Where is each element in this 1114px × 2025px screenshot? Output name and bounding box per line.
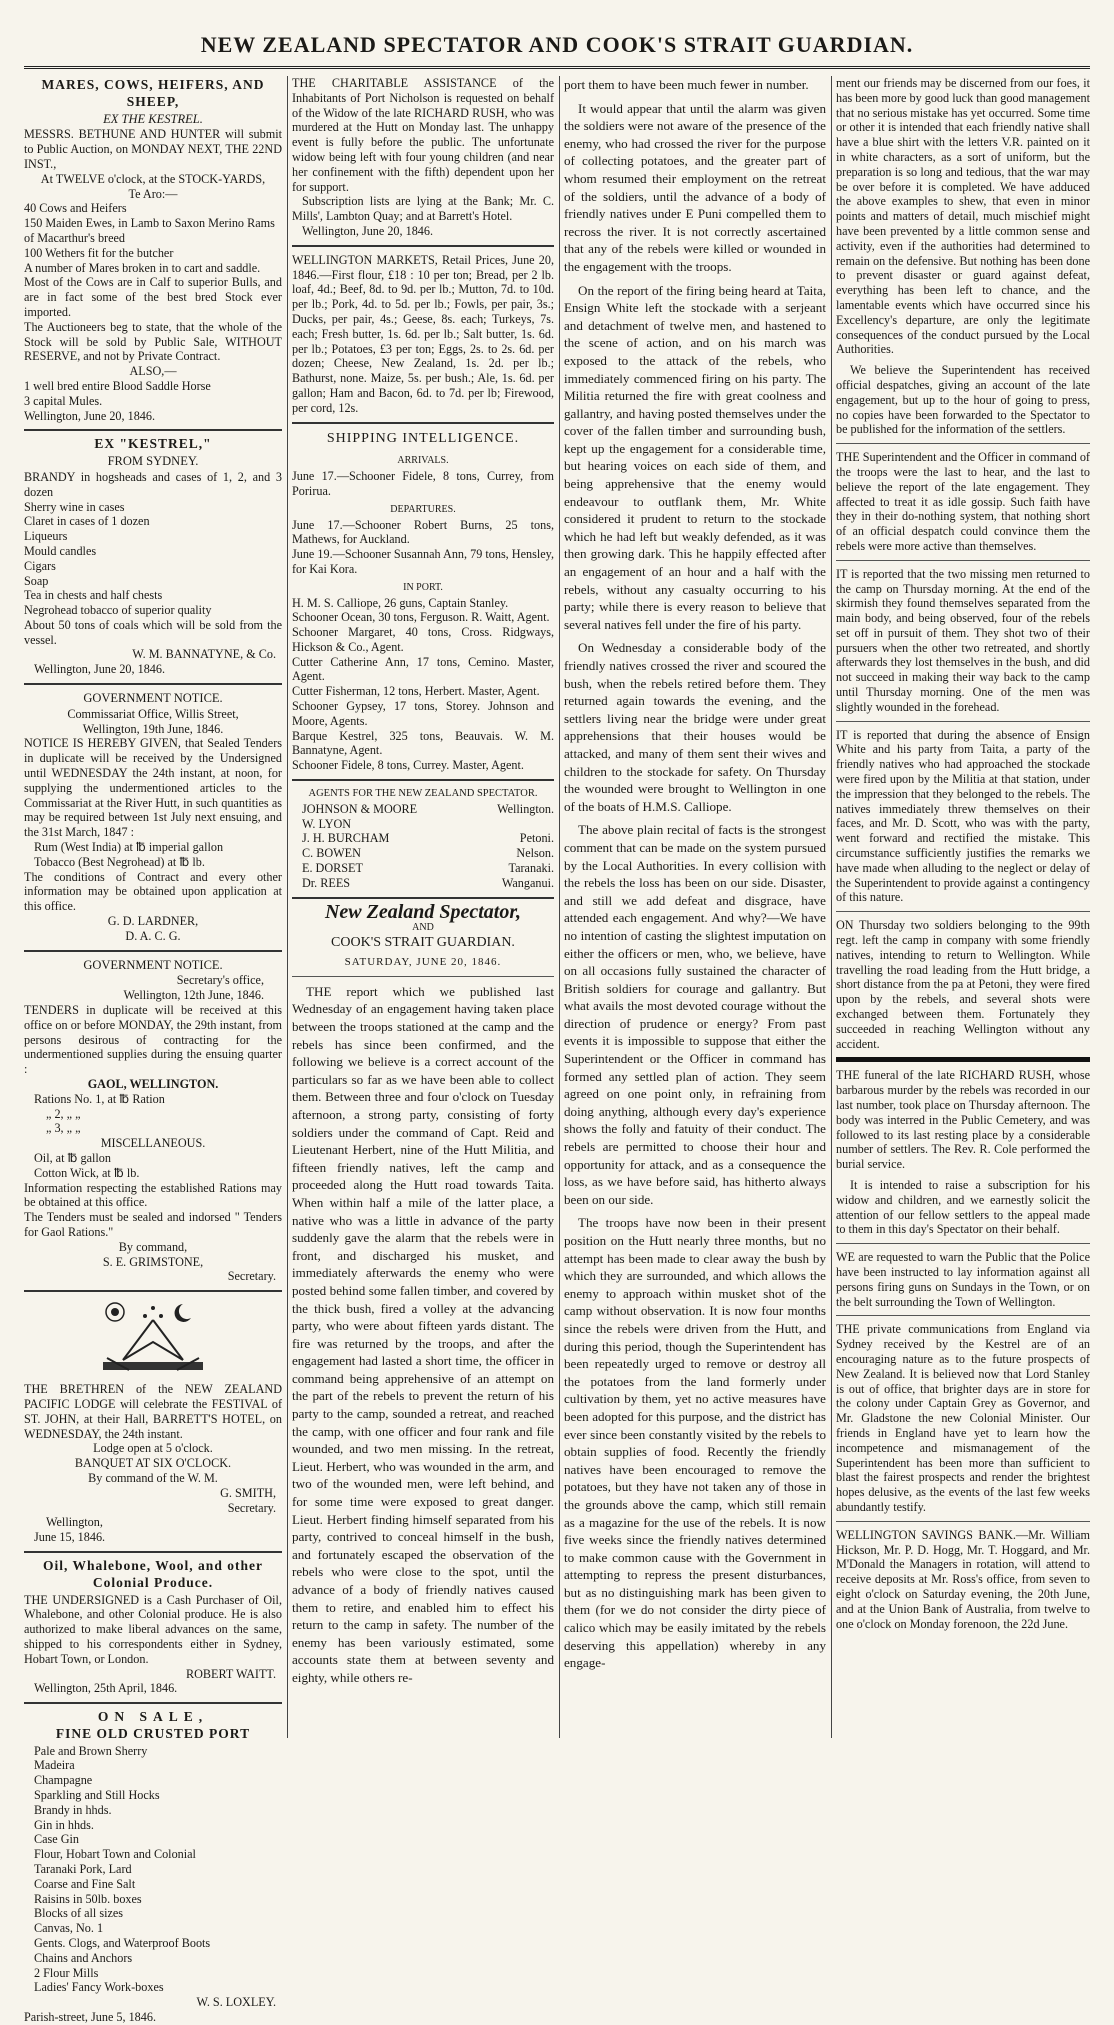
- ad-text: Lodge open at 5 o'clock.: [93, 1441, 213, 1456]
- ad-item: Rum (West India) at ℔ imperial gallon: [34, 840, 224, 855]
- news-item: THE private communications from England via Sydney received by the Kestrel are of an encouraging nature as to the future prospects of New Zealand. It is believed now that Lord Stanley is out of office, that brighter days are in store for the colony under Captain Grey as Governor, and Mr. Gladstone the new Colonial Minister. Our friends in England have yet to learn how the incompetence and mismanagement of the Superintendent has been more than sufficient to blast the fairest prospects and render the brightest hopes delusive, as the events of the last few weeks abundantly testify.: [836, 1322, 1090, 1514]
- ad-item: Claret in cases of 1 dozen: [24, 514, 150, 529]
- divider: [24, 1702, 282, 1704]
- agent-place: Taranaki.: [508, 861, 554, 876]
- ad-text: Wellington, 19th June, 1846.: [82, 721, 224, 736]
- ad-text: At TWELVE o'clock, at the STOCK-YARDS,: [40, 171, 266, 186]
- ad-date: June 15, 1846.: [34, 1530, 106, 1545]
- divider: [292, 779, 554, 781]
- shipping-entry: Cutter Catherine Ann, 17 tons, Cemino. Master, Agent.: [292, 654, 554, 684]
- divider: [292, 976, 554, 977]
- paper-nameplate: New Zealand Spectator,: [324, 900, 522, 923]
- charity-subscription: Subscription lists are lying at the Bank; Mr. C. Mills', Lambton Quay; and at Barrett's Hotel.: [292, 194, 554, 224]
- ad-title: Colonial Produce.: [92, 1574, 214, 1590]
- ad-subtitle: FROM SYDNEY.: [107, 454, 199, 469]
- ad-text: Secretary's office,: [176, 973, 264, 988]
- agent-place: Nelson.: [516, 846, 554, 861]
- paper-and: AND: [412, 922, 434, 934]
- column-3: [564, 76, 826, 1738]
- divider: [836, 721, 1090, 722]
- ad-text: BRANDY in hogsheads and cases of 1, 2, and 3 dozen: [24, 469, 282, 499]
- ad-item: Sherry wine in cases: [24, 499, 125, 514]
- ad-text: Wellington, 12th June, 1846.: [123, 988, 264, 1003]
- ad-item: Case Gin: [34, 1832, 80, 1847]
- ad-item: Gin in hhds.: [34, 1817, 94, 1832]
- agent-name: E. DORSET: [302, 861, 363, 876]
- article-paragraph: On Wednesday a considerable body of the friendly natives crossed the river and scoured the bush, when the rebels retired before them. They returned again towards the evening, and the settlers living near the bridge were under great apprehensions that their houses would be attacked, and many of them sent their wives and children to the stockade for safety. On Thursday the wounded were brought to Wellington in one of the boats of H.M.S. Calliope.: [564, 640, 826, 814]
- ad-signature: Secretary.: [227, 1269, 276, 1284]
- ad-item: Pale and Brown Sherry: [34, 1743, 148, 1758]
- news-item: THE Superintendent and the Officer in command of the troops were the last to hear, and the last to believe the report of the late engagement. They affected to treat it as idle gossip. Such faith have they in their do-nothing system, that nothing short of an official despatch could convince them the rebels were more active than themselves.: [836, 450, 1090, 553]
- divider: [836, 911, 1090, 912]
- news-item: ON Thursday two soldiers belonging to the 99th regt. left the camp in company with some friendly natives, intending to return to Wellington. While travelling the road leading from the Hutt bridge, a short distance from the pa at Petoni, they were fired upon by the rebels, and several shots were exchanged between them. Fortunately they succeeded in reaching Wellington without any accident.: [836, 918, 1090, 1051]
- article-paragraph: port them to have been much fewer in number.: [564, 77, 809, 92]
- ad-government-notice-gaol: [24, 958, 282, 1285]
- shipping-entry: June 17.—Schooner Fidele, 8 tons, Currey, from Porirua.: [292, 469, 554, 498]
- divider: [836, 1315, 1090, 1316]
- ad-item: „ 2, „ „: [46, 1106, 81, 1121]
- ad-text: BANQUET AT SIX O'CLOCK.: [74, 1456, 232, 1471]
- shipping-entry: H. M. S. Calliope, 26 guns, Captain Stanley.: [292, 595, 509, 610]
- ad-title: Oil, Whalebone, Wool, and other: [43, 1557, 263, 1573]
- market-prices: WELLINGTON MARKETS, Retail Prices, June 20, 1846.—First flour, £18 : 10 per ton; Bread, per 2 lb. loaf, 4d.; Beef, 8d. to 9d. per lb.; Mutton, 7d. to 10d. per lb.; Pork, 4d. to 5d. per lb.; Fowls, per pair, 3s.; Ducks, per pair, 4s.; Geese, 8s. each; Turkeys, 7s. each; Fresh butter, 1s. 6d. per lb.; Salt butter, 1s. 6d. per lb.; Potatoes, £3 per ton; Eggs, 2s. to 2s. 6d. per dozen; Cheese, New Zealand, 1s. 2d. per lb.; Bathurst, none. Maize, 5s. per bush.; Ale, 1s. 6d. per gallon; Ham and Bacon, 6d. to 7d. per lb; Firewood, per cord, 12s.: [292, 252, 554, 415]
- ad-item: A number of Mares broken in to cart and saddle.: [24, 260, 261, 275]
- divider: [24, 1551, 282, 1553]
- ad-text: MESSRS. BETHUNE AND HUNTER will submit to Public Auction, on MONDAY NEXT, THE 22ND INST.,: [24, 127, 282, 171]
- divider: [24, 950, 282, 952]
- charity-date: Wellington, June 20, 1846.: [302, 223, 434, 238]
- ad-text: THE BRETHREN of the NEW ZEALAND PACIFIC LODGE will celebrate the FESTIVAL of ST. JOHN, at their Hall, BARRETT'S HOTEL, on WEDNESDAY, the 24th instant.: [24, 1382, 282, 1441]
- ad-title: ON SALE,: [97, 1709, 209, 1725]
- ad-item: Ladies' Fancy Work-boxes: [34, 1980, 164, 1995]
- ad-pacific-lodge: [24, 1298, 282, 1545]
- ad-signature: W. S. LOXLEY.: [196, 1995, 276, 2010]
- ad-oil-whalebone: [24, 1559, 282, 1696]
- ad-date: Wellington,: [46, 1515, 103, 1530]
- ad-item: 1 well bred entire Blood Saddle Horse: [24, 378, 211, 393]
- agent-place: Petoni.: [519, 831, 554, 846]
- ad-item: Chains and Anchors: [34, 1950, 133, 1965]
- ad-on-sale: [24, 1710, 282, 2025]
- divider: [24, 1290, 282, 1292]
- ad-title: SHEEP,: [126, 93, 180, 109]
- ad-title: GOVERNMENT NOTICE.: [83, 691, 223, 706]
- ad-item: Tea in chests and half chests: [24, 588, 163, 603]
- ad-signature: ROBERT WAITT.: [186, 1666, 276, 1681]
- ad-item: Tobacco (Best Negrohead) at ℔ lb.: [34, 854, 205, 869]
- agent-row: [292, 817, 554, 832]
- ad-item: Flour, Hobart Town and Colonial: [34, 1847, 196, 1862]
- ad-subtitle: EX THE KESTREL.: [103, 111, 203, 126]
- news-item: IT is reported that the two missing men returned to the camp on Thursday morning. At the end of the skirmish they found themselves separated from the main body, and being observed, four of the rebels set off in pursuit of them. They shot two of their pursuers when the other two retreated, and shortly afterwards they lost themselves in the bush, and did not succeed in making their way back to the camp until Thursday morning. One of the men was slightly wounded in the forehead.: [836, 566, 1090, 714]
- ad-subhead: GAOL, WELLINGTON.: [87, 1077, 219, 1091]
- ad-item: Canvas, No. 1: [34, 1921, 104, 1936]
- article-paragraph: We believe the Superintendent has received official despatches, giving an account of the late engagement, but up to the hour of going to press, no copies have been forwarded to the Spectator to be published for the information of the settlers.: [836, 363, 1090, 437]
- ad-text: By command of the W. M.: [88, 1470, 218, 1485]
- agent-row: [292, 802, 554, 817]
- ad-item: Coarse and Fine Salt: [34, 1876, 136, 1891]
- charity-notice: THE CHARITABLE ASSISTANCE of the Inhabitants of Port Nicholson is requested on behalf of the Widow of the late RICHARD RUSH, who was murdered at the Hutt on Monday last. The unhappy event is fully before the public. The unfortunate widow being left with four young children (and near her confinement with the fifth) dependent upon her for support.: [292, 76, 554, 194]
- column-1: [24, 76, 282, 2025]
- masthead-rule: [24, 66, 1090, 69]
- ad-item: Cigars: [24, 558, 56, 573]
- news-item: WE are requested to warn the Public that the Police have been instructed to lay information against all persons firing guns on Sundays in the Town, or on the belt surrounding the Town of Wellington.: [836, 1250, 1090, 1309]
- ad-item: Negrohead tobacco of superior quality: [24, 603, 212, 618]
- ad-title: MARES, COWS, HEIFERS, AND: [41, 77, 265, 92]
- column-divider: [287, 76, 288, 1738]
- shipping-entry: Schooner Fidele, 8 tons, Currey. Master, Agent.: [292, 758, 524, 773]
- ad-item: Oil, at ℔ gallon: [34, 1150, 111, 1165]
- ad-text: ALSO,—: [129, 364, 177, 379]
- news-item: IT is reported that during the absence of Ensign White and his party from Taita, a party of the friendly natives who had approached the stockade were fired upon by the Militia at that station, under the impression that they belonged to the rebels. The natives immediately threw themselves on their faces, and Mr. D. Scott, who was with the party, went forward and rectified the mistake. This circumstance sufficiently justifies the remarks we have made when alluding to the neglect or delay of the Superintendent to provide against a contingency of this nature.: [836, 727, 1090, 905]
- article-paragraph: The above plain recital of facts is the strongest comment that can be made on the system pursued by the Local Authorities. In every collision with the rebels the loss has been on our side. Disaster, and still we add defeat and disgrace, have attended each engagement. And why?—We have no intention of casting the slightest imputation on either the officers or men, who, we believe, have on all occasions fully sustained the character of British soldiers for courage and gallantry. But what avails the most devoted courage without the direction of prudence or energy? From past events it is impossible to suppose that either the Superintendent or the Officer in command has formed any settled plan of action. They seem agreed on one point only, in refraining from doing anything, although every day's experience shows the folly and fatuity of their conduct. The rebels are permitted to choose their hour and opportunity for attack, and as a consequence the loss, as we have before said, has hitherto always been on our side.: [564, 822, 826, 1207]
- agent-place: Wellington.: [497, 801, 554, 816]
- ad-text: TENDERS in duplicate will be received at this office on or before MONDAY, the 29th instant, from persons desirous of contracting for the undermentioned supplies during the ensuing quarter :: [24, 1003, 282, 1077]
- ad-item: Mould candles: [24, 543, 97, 558]
- ad-text: Most of the Cows are in Calf to superior Bulls, and are in fact some of the best bred Stock ever imported.: [24, 275, 282, 319]
- divider: [836, 443, 1090, 444]
- agent-name: W. LYON: [302, 816, 352, 831]
- ad-mares-cows: [24, 78, 282, 423]
- article-body: THE report which we published last Wednesday of an engagement having taken place between the troops stationed at the camp and the rebels has since been confirmed, and the following we believe is a correct account of the particulars so far as we have been able to collect them. Between three and four o'clock on Tuesday afternoon, a strong party, consisting of forty soldiers under the command of Capt. Reid and Lieutenant Herbert, nine of the Hutt Militia, and fifteen friendly natives, left the camp and proceeded along the Hutt road towards Taita. When within half a mile of the latter place, a native who was a little in advance of the party suddenly gave the alarm that the rebels were in front, and discharged his musket, and immediately afterwards the enemy who were posted behind some fallen timber, and covered by the thick bush, fired a volley at the advancing party, who were about fifteen yards distant. The fire was returned by the troops, and after the engagement had lasted a short time, the officer in command being apprehensive of an attempt on the part of the rebels to prevent the return of his party to the camp, sounded a retreat, and reached the camp, with one officer and four rank and file wounded, and two men missing. In the retreat, Lieut. Herbert, who was wounded in the arm, and two of the wounded men, were left behind, and for some time were exposed to great danger. Lieut. Herbert finding himself separated from his party, contrived to conceal himself in the bush, and fortunately escaped the observation of the rebels who were close to the spot, until the advance of a body of friendly natives caused them to retire, and enabled him to effect his return to the camp in safety. The number of the enemy has been variously estimated, some accounts state them at between seventy and eighty, while others re-: [292, 983, 554, 1685]
- ad-item: „ 3, „ „: [46, 1121, 81, 1136]
- ad-government-notice-commissariat: [24, 691, 282, 944]
- news-item: WELLINGTON SAVINGS BANK.—Mr. William Hickson, Mr. P. D. Hogg, Mr. T. Hoggard, and Mr. M'Donald the Managers in rotation, will attend to receive deposits at Mr. Ross's office, from seven to eight o'clock on Saturday evening, the 20th June, and at the Union Bank of Australia, from twelve to one o'clock on Monday forenoon, the 22d June.: [836, 1527, 1090, 1631]
- ad-text: THE UNDERSIGNED is a Cash Purchaser of Oil, Whalebone, and other Colonial produce. He is also authorized to make liberal advances on the same, shipped to his correspondents either in Sydney, Hobart Town, or London.: [24, 1592, 282, 1666]
- ad-item: Raisins in 50lb. boxes: [34, 1891, 142, 1906]
- ad-item: Soap: [24, 573, 49, 588]
- shipping-section: ARRIVALS.: [397, 455, 449, 467]
- agents-title: AGENTS FOR THE NEW ZEALAND SPECTATOR.: [308, 788, 538, 800]
- masthead: NEW ZEALAND SPECTATOR AND COOK'S STRAIT GUARDIAN.: [200, 32, 914, 57]
- paper-subtitle: COOK'S STRAIT GUARDIAN.: [331, 935, 515, 951]
- divider: [292, 245, 554, 247]
- ad-item: Sparkling and Still Hocks: [34, 1788, 160, 1803]
- ad-text: The Auctioneers beg to state, that the whole of the Stock will be sold by Public Sale, WITHOUT RESERVE, and not by Private Contract.: [24, 319, 282, 364]
- column-4: [836, 76, 1090, 1738]
- ad-text: Commissariat Office, Willis Street,: [67, 706, 239, 721]
- ad-item: Cotton Wick, at ℔ lb.: [34, 1165, 140, 1180]
- ad-item: Blocks of all sizes: [34, 1906, 124, 1921]
- article-paragraph: It would appear that until the alarm was given the soldiers were not aware of the presence of the enemy, who had crossed the river for the purpose of collecting potatoes, and the greater part of whom resumed their employment on the retreat of the soldiers, until the advance of a body of friendly natives under E Puni compelled them to recross the river. It is not correctly ascertained that any of the rebels were killed or wounded in the engagement with the troops.: [564, 100, 826, 274]
- ad-item: 2 Flour Mills: [34, 1965, 99, 1980]
- divider: [292, 422, 554, 424]
- shipping-entry: June 17.—Schooner Robert Burns, 25 tons, Mathews, for Auckland.: [292, 517, 554, 547]
- ad-date: Wellington, June 20, 1846.: [34, 662, 166, 677]
- shipping-entry: Schooner Gypsey, 17 tons, Storey. Johnson and Moore, Agents.: [292, 699, 554, 728]
- agent-row: [292, 846, 554, 861]
- ad-item: 40 Cows and Heifers: [24, 201, 127, 216]
- ad-signature: S. E. GRIMSTONE,: [102, 1254, 204, 1269]
- ad-text: NOTICE IS HEREBY GIVEN, that Sealed Tenders in duplicate will be received by the Undersigned until WEDNESDAY the 24th instant, at noon, for supplying the undermentioned articles to the Commissariat at the River Hutt, in such quantities as may be required between 1st July next ensuing, and the 31st March, 1847 :: [24, 736, 282, 840]
- masonic-emblem-icon: [93, 1298, 213, 1376]
- ad-item: 150 Maiden Ewes, in Lamb to Saxon Merino Rams of Macarthur's breed: [24, 216, 275, 245]
- agent-place: Wanganui.: [501, 875, 554, 890]
- divider: [836, 560, 1090, 561]
- ad-item: 3 capital Mules.: [24, 393, 103, 408]
- divider: [24, 683, 282, 685]
- ad-text: Te Aro:—: [128, 186, 178, 201]
- agent-name: J. H. BURCHAM: [302, 831, 390, 846]
- ad-item: Champagne: [34, 1773, 93, 1788]
- ad-item: Liqueurs: [24, 529, 68, 544]
- article-paragraph: On the report of the firing being heard at Taita, Ensign White left the stockade with a serjeant and detachment of twelve men, and hastened to the scene of action, and on his march was exposed to the attack of the rebels, who immediately commenced firing on his party. The Militia returned the fire with great coolness and gallantry, and having posted themselves under the cover of the fallen timber and surrounding bush, kept up the engagement for a considerable time, but hearing voices on each side of them, and being apprehensive that the enemy would endeavour to outflank them, Mr. White considered it prudent to return to the stockade which he had left but weakly defended, as it was then growing dark. This he happily effected after an engagement of an hour and a half with the rebels, without any casualty occurring to his party; while there is every reason to believe that several natives fell under the fire of his party.: [564, 282, 826, 632]
- ad-kestrel: [24, 437, 282, 677]
- agent-row: [292, 861, 554, 876]
- ad-item: Madeira: [34, 1758, 75, 1773]
- shipping-entry: Schooner Margaret, 40 tons, Cross. Ridgways, Hickson & Co., Agent.: [292, 625, 554, 654]
- ad-signature: G. D. LARDNER,: [107, 914, 199, 929]
- news-item: THE funeral of the late RICHARD RUSH, whose barbarous murder by the rebels was recorded in our last number, took place on Thursday afternoon. The body was interred in the Public Cemetery, and was followed to its last resting place by a considerable number of settlers. The Rev. R. Cole performed the burial service.: [836, 1068, 1090, 1172]
- ad-item: Brandy in hhds.: [34, 1802, 112, 1817]
- ad-date: Parish-street, June 5, 1846.: [24, 2010, 157, 2025]
- mourning-rule: [836, 1057, 1090, 1062]
- ad-signature: D. A. C. G.: [125, 928, 181, 943]
- article-paragraph: ment our friends may be discerned from our foes, it has been more by good luck than good management that no serious mistake has yet occurred. Some time or other it is intended that each friendly native shall have a blue shirt with the letters V.R. painted on it in white characters, as a sort of uniform, but the preparation is so long and tedious, that the war may be over before it is completed. We have adduced the above examples to shew, that even in minor points and matters of detail, much mischief might have been prevented by a little common sense and activity, even if the authorities had determined to remain on the defensive. But nothing has been done to prevent disaster or guard against defeat, everything has been left to chance, and the lamentable events which have occurred since his Excellency's departure, are only the legitimate consequences of the conduct pursued by the Local Authorities.: [836, 76, 1090, 357]
- divider: [24, 429, 282, 431]
- ad-title: EX "KESTREL,": [94, 436, 212, 452]
- ad-date: Wellington, June 20, 1846.: [24, 408, 156, 423]
- ad-item: 100 Wethers fit for the butcher: [24, 245, 174, 260]
- shipping-entry: June 19.—Schooner Susannah Ann, 79 tons, Hensley, for Kai Kora.: [292, 547, 554, 576]
- column-divider: [831, 76, 832, 1738]
- ad-title: GOVERNMENT NOTICE.: [83, 957, 223, 972]
- ad-text: By command,: [118, 1239, 188, 1254]
- ad-item: Taranaki Pork, Lard: [34, 1862, 132, 1877]
- shipping-section: DEPARTURES.: [390, 503, 456, 515]
- shipping-entry: Barque Kestrel, 325 tons, Beauvais. W. M. Bannatyne, Agent.: [292, 728, 554, 758]
- shipping-intelligence: [292, 432, 554, 774]
- divider: [836, 1243, 1090, 1244]
- shipping-entry: Schooner Ocean, 30 tons, Ferguson. R. Waitt, Agent.: [292, 610, 550, 625]
- ad-item: Gents. Clogs, and Waterproof Boots: [34, 1936, 211, 1951]
- agent-row: [292, 876, 554, 891]
- agent-row: [292, 831, 554, 846]
- ad-text: The Tenders must be sealed and indorsed " Tenders for Gaol Rations.": [24, 1210, 282, 1239]
- agent-name: C. BOWEN: [302, 846, 361, 861]
- ad-item: About 50 tons of coals which will be sold from the vessel.: [24, 617, 282, 647]
- ad-item: Rations No. 1, at ℔ Ration: [34, 1091, 165, 1106]
- column-divider: [559, 76, 560, 1738]
- agents-list: [292, 787, 554, 891]
- news-item: It is intended to raise a subscription for his widow and children, and we earnestly solicit the attention of our fellow settlers to the appeal made to them in this day's Spectator on their behalf.: [836, 1177, 1090, 1237]
- ad-signature: Secretary.: [227, 1500, 276, 1515]
- ad-subtitle: FINE OLD CRUSTED PORT: [55, 1725, 251, 1741]
- article-paragraph: The troops have now been in their present position on the Hutt nearly three months, but no attempt has been made to clear away the bush by which they are surrounded, and which allows the enemy to approach within musket shot of the camp without observation. It is now four months since the rebels were driven from the Hutt, and during this period, though the Superintendent has been repeatedly urged to remove or destroy all the potatoes from the land formerly under cultivation by them, yet no active measures have been adopted for this purpose, and the district has ever since been constantly visited by the rebels to obtain supplies of food. Recently the friendly natives have been encouraged to remove the potatoes, but they have not taken any of those in the grounds above the camp, which still remain as a magazine for the use of the rebels. It is now five weeks since the friendly natives determined to make common cause with the Government in attempting to repress the present disturbances, but as no distinguishing mark has been given to them (for we do not consider the dirty piece of calico which may be easily imitated by the rebels deserving this appellation) whereby in any engage-: [564, 1215, 826, 1671]
- ad-subhead: MISCELLANEOUS.: [100, 1136, 206, 1151]
- ad-date: Wellington, 25th April, 1846.: [34, 1681, 178, 1696]
- ad-signature: G. SMITH,: [220, 1485, 276, 1500]
- column-2: [292, 76, 554, 1738]
- ad-text: Information respecting the established Rations may be obtained at this office.: [24, 1180, 282, 1210]
- divider: [292, 897, 554, 899]
- agent-name: JOHNSON & MOORE: [302, 801, 418, 816]
- ad-text: The conditions of Contract and every other information may be obtained upon application at this office.: [24, 869, 282, 914]
- shipping-title: SHIPPING INTELLIGENCE.: [326, 430, 520, 446]
- divider: [836, 1521, 1090, 1522]
- ad-signature: W. M. BANNATYNE, & Co.: [132, 647, 276, 662]
- shipping-entry: Cutter Fisherman, 12 tons, Herbert. Master, Agent.: [292, 684, 540, 699]
- shipping-section: IN PORT.: [403, 581, 443, 593]
- agent-name: Dr. REES: [302, 875, 351, 890]
- paper-date: SATURDAY, JUNE 20, 1846.: [344, 956, 502, 969]
